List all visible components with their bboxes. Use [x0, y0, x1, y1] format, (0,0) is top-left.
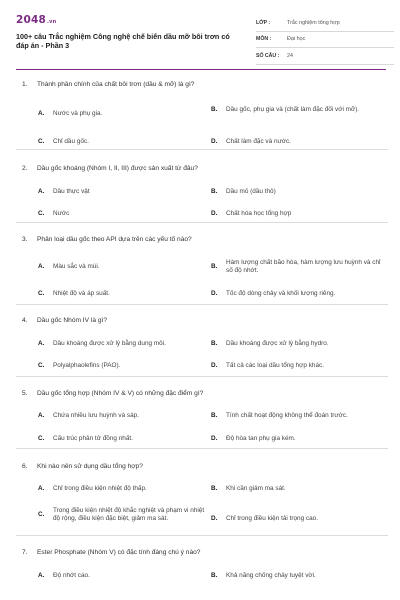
info-row-class — [256, 15, 394, 32]
question-item — [16, 150, 388, 223]
option-letter: D. — [211, 210, 218, 217]
option-letter: B. — [211, 412, 218, 419]
option-text: Khả năng chống cháy tuyệt vời. — [226, 572, 316, 579]
info-value: Trắc nghiệm tổng hợp — [287, 19, 340, 26]
question-item — [16, 223, 388, 305]
option-letter: A. — [38, 572, 45, 579]
option-c[interactable] — [38, 138, 209, 146]
question-item — [16, 536, 388, 596]
question-item — [16, 449, 388, 536]
option-text: Dầu thực vật — [53, 188, 90, 195]
document-header — [16, 14, 386, 66]
option-letter: B. — [211, 572, 218, 579]
option-letter: D. — [211, 515, 218, 522]
header-divider — [16, 69, 386, 70]
question-number: 1. — [22, 81, 28, 88]
question-number: 6. — [22, 463, 28, 470]
option-letter: D. — [211, 435, 218, 442]
option-letter: A. — [38, 485, 45, 492]
option-text: Độ nhớt cao. — [53, 572, 90, 579]
option-c[interactable] — [38, 362, 209, 370]
option-text: Nhiệt độ và áp suất. — [53, 290, 110, 297]
question-number: 5. — [22, 390, 28, 397]
option-text: Độ hòa tan phụ gia kém. — [226, 435, 296, 442]
option-d[interactable] — [211, 138, 382, 146]
option-letter: C. — [38, 511, 45, 518]
question-text — [22, 317, 107, 324]
info-row-count — [256, 48, 394, 65]
option-letter: A. — [38, 110, 45, 117]
option-text: Polyalphaolefins (PAO). — [53, 362, 121, 369]
option-text: Dầu mỏ (dầu thô) — [226, 188, 276, 195]
option-text: Màu sắc và mùi. — [53, 263, 100, 270]
option-text: Chứa nhiều lưu huỳnh và sáp. — [53, 412, 140, 419]
option-text: Dầu khoáng được xử lý bằng dung môi. — [53, 340, 166, 347]
option-a[interactable] — [38, 188, 209, 196]
option-letter: B. — [211, 106, 218, 113]
question-number: 7. — [22, 549, 28, 556]
option-b[interactable] — [211, 485, 382, 493]
question-text — [22, 390, 203, 397]
question-body: Ester Phosphate (Nhóm V) có đặc tính đáng chú ý nào? — [37, 549, 201, 556]
option-letter: D. — [211, 290, 218, 297]
option-text: Chất hóa học tổng hợp — [226, 210, 292, 217]
option-letter: C. — [38, 138, 45, 145]
question-item — [16, 377, 388, 449]
option-text: Trong điều kiện nhiệt độ khắc nghiệt và phạm vi nhiệt độ rộng, điều kiện đặc biệt, giảm ma sát. — [53, 507, 205, 522]
option-a[interactable] — [38, 412, 209, 420]
option-d[interactable] — [211, 515, 382, 523]
question-number: 3. — [22, 236, 28, 243]
info-value: 24 — [287, 52, 293, 59]
document-title: 100+ câu Trắc nghiệm Công nghệ chế biến dầu mỡ bôi trơn có đáp án - Phần 3 — [16, 32, 230, 50]
question-text — [22, 236, 192, 243]
option-text: Chỉ dầu gốc. — [53, 138, 89, 145]
question-text — [22, 549, 200, 556]
option-d[interactable] — [211, 362, 382, 370]
option-text: Chỉ trong điều kiện tải trọng cao. — [226, 515, 319, 522]
option-letter: C. — [38, 435, 45, 442]
option-b[interactable] — [211, 106, 382, 114]
logo-tld: .vn — [47, 19, 57, 25]
question-text — [22, 81, 194, 88]
question-text — [22, 165, 198, 172]
info-row-subject — [256, 32, 394, 49]
info-value: Đại học — [287, 36, 306, 43]
question-number: 4. — [22, 317, 28, 324]
info-key: SỐ CÂU : — [256, 52, 280, 59]
option-text: Chất làm đặc và nước. — [226, 138, 291, 145]
info-table — [256, 15, 394, 65]
question-body: Dầu gốc tổng hợp (Nhóm IV & V) có những đặc điểm gì? — [37, 390, 204, 397]
option-letter: B. — [211, 340, 218, 347]
option-letter: D. — [211, 362, 218, 369]
option-d[interactable] — [211, 435, 382, 443]
option-a[interactable] — [38, 110, 209, 118]
option-c[interactable] — [38, 507, 209, 523]
question-body: Phân loại dầu gốc theo API dựa trên các yếu tố nào? — [37, 236, 192, 243]
option-b[interactable] — [211, 188, 382, 196]
option-c[interactable] — [38, 290, 209, 298]
option-c[interactable] — [38, 210, 209, 218]
option-d[interactable] — [211, 290, 382, 298]
site-logo[interactable] — [16, 14, 56, 26]
option-text: Tốc độ dòng chảy và khối lượng riêng. — [226, 290, 336, 297]
question-body: Dầu gốc khoáng (Nhóm I, II, III) được sản xuất từ đâu? — [37, 165, 198, 172]
option-letter: C. — [38, 290, 45, 297]
logo-text: 2048 — [16, 14, 47, 26]
option-text: Nước — [53, 210, 70, 217]
option-letter: A. — [38, 340, 45, 347]
question-item — [16, 75, 388, 150]
option-letter: A. — [38, 412, 45, 419]
option-letter: B. — [211, 485, 218, 492]
question-body: Dầu gốc Nhóm IV là gì? — [37, 317, 108, 324]
option-letter: A. — [38, 263, 45, 270]
option-letter: B. — [211, 263, 218, 270]
option-b[interactable] — [211, 572, 382, 580]
option-a[interactable] — [38, 263, 209, 271]
question-list — [16, 75, 388, 596]
option-letter: B. — [211, 188, 218, 195]
option-text: Dầu gốc, phụ gia và (chất làm đặc đối với mỡ). — [226, 106, 360, 113]
option-letter: A. — [38, 188, 45, 195]
option-text: Hàm lượng chất bão hòa, hàm lượng lưu huỳnh và chỉ số độ nhớt. — [226, 259, 381, 274]
option-b[interactable] — [211, 412, 382, 420]
option-letter: C. — [38, 210, 45, 217]
option-c[interactable] — [38, 435, 209, 443]
question-body: Thành phần chính của chất bôi trơn (dầu & mỡ) là gì? — [37, 81, 195, 88]
option-text: Chỉ trong điều kiện nhiệt độ thấp. — [53, 485, 147, 492]
option-text: Tính chất hoạt động không thể đoán trước. — [226, 412, 348, 419]
option-text: Khi cần giảm ma sát. — [226, 485, 286, 492]
option-text: Nước và phụ gia. — [53, 110, 103, 117]
info-key: LỚP : — [256, 19, 271, 26]
info-key: MÔN : — [256, 36, 272, 43]
option-letter: C. — [38, 362, 45, 369]
question-number: 2. — [22, 165, 28, 172]
option-text: Tất cả các loại dầu tổng hợp khác. — [226, 362, 324, 369]
question-text — [22, 463, 143, 470]
option-b[interactable] — [211, 340, 382, 348]
option-d[interactable] — [211, 210, 382, 218]
option-a[interactable] — [38, 340, 209, 348]
option-letter: D. — [211, 138, 218, 145]
option-b[interactable] — [211, 259, 382, 275]
question-item — [16, 305, 388, 377]
option-text: Cấu trúc phân tử đồng nhất. — [53, 435, 133, 442]
question-body: Khi nào nên sử dụng dầu tổng hợp? — [37, 463, 143, 470]
option-a[interactable] — [38, 485, 209, 493]
option-text: Dầu khoáng được xử lý bằng hydro. — [226, 340, 329, 347]
option-a[interactable] — [38, 572, 209, 580]
